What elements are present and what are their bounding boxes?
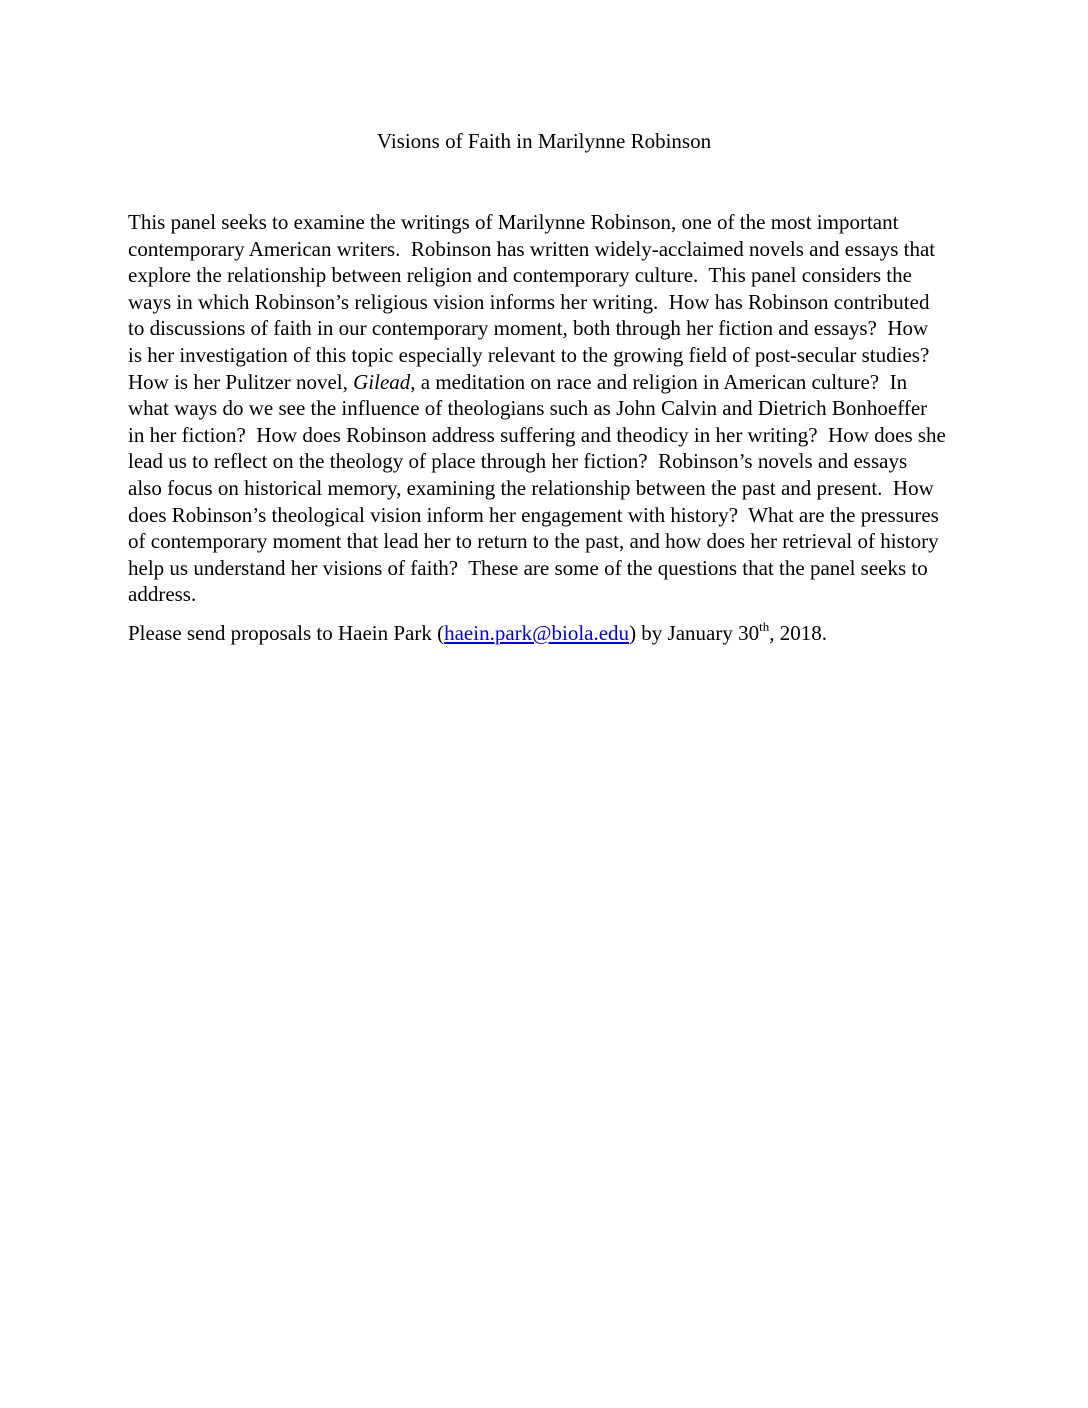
- closing-suffix: , 2018.: [769, 621, 827, 645]
- panel-description: [128, 209, 968, 608]
- body-line: contemporary American writers. Robinson has written widely-acclaimed novels and essays that: [128, 236, 936, 261]
- body-line: This panel seeks to examine the writings of Marilynne Robinson, one of the most important: [128, 210, 899, 234]
- book-title-gilead: Gilead: [353, 369, 411, 394]
- body-line: help us understand her visions of faith? These are some of the questions that the panel seeks to: [128, 555, 928, 580]
- body-line: is her investigation of this topic especially relevant to the growing field of post-secular studies?: [128, 342, 930, 367]
- body-line: what ways do we see the influence of theologians such as John Calvin and Dietrich Bonhoeffer: [128, 396, 928, 421]
- proposal-instructions: [128, 620, 827, 646]
- body-line: lead us to reflect on the theology of place through her fiction? Robinson’s novels and essays: [128, 449, 908, 474]
- date-superscript: th: [759, 619, 770, 634]
- body-line: does Robinson’s theological vision inform her engagement with history? What are the pressures: [128, 502, 939, 527]
- body-line: to discussions of faith in our contemporary moment, both through her fiction and essays? How: [128, 316, 929, 341]
- closing-prefix: Please send proposals to Haein Park (: [128, 621, 445, 645]
- body-line: explore the relationship between religion and contemporary culture. This panel considers the: [128, 263, 912, 288]
- body-line: in her fiction? How does Robinson address suffering and theodicy in her writing? How does she: [128, 422, 946, 447]
- document-title: Visions of Faith in Marilynne Robinson: [376, 129, 712, 153]
- body-line: of contemporary moment that lead her to return to the past, and how does her retrieval of history: [128, 529, 939, 554]
- body-line: address.: [128, 582, 197, 607]
- closing-middle: ) by January 30: [629, 621, 760, 645]
- body-line-pre: How is her Pulitzer novel,: [128, 369, 354, 394]
- body-line-gilead: [128, 369, 968, 396]
- body-line: ways in which Robinson’s religious vision informs her writing. How has Robinson contributed: [128, 289, 930, 314]
- body-line-post: , a meditation on race and religion in American culture? In: [410, 369, 908, 394]
- body-line: also focus on historical memory, examining the relationship between the past and present. How: [128, 475, 934, 500]
- email-link[interactable]: haein.park@biola.edu: [444, 621, 630, 645]
